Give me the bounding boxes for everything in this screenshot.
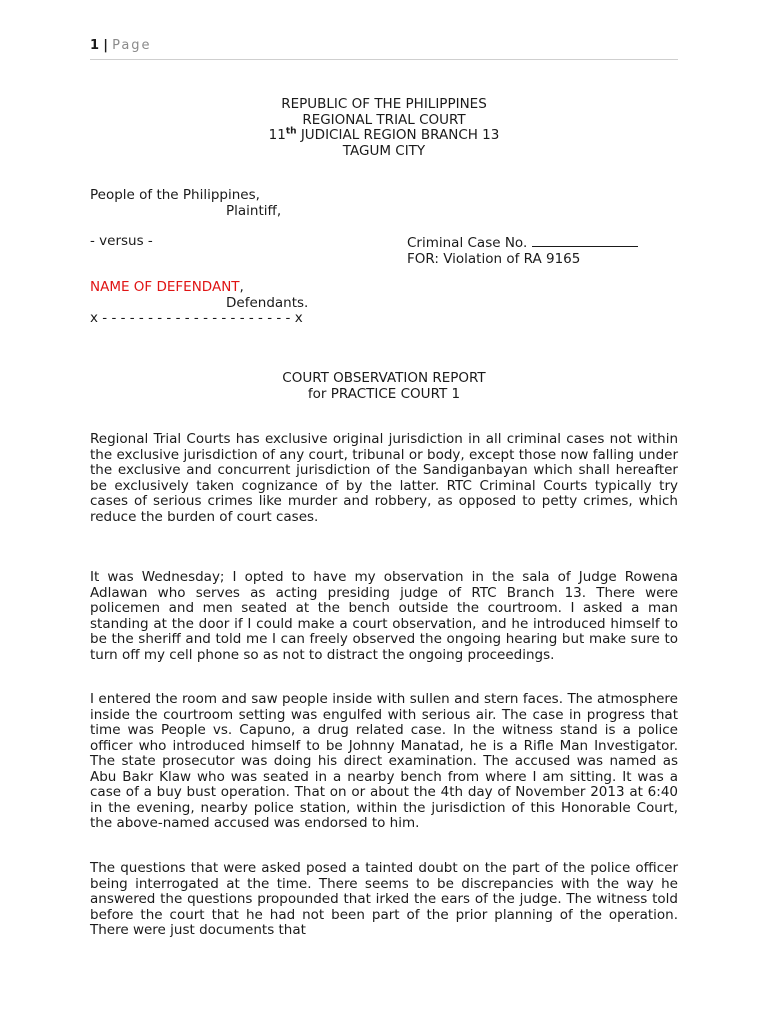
case-info [407, 234, 638, 267]
court-heading [90, 97, 678, 159]
defendant-name: NAME OF DEFENDANT [90, 279, 240, 295]
report-title-block [90, 371, 678, 402]
paragraph-courtroom: I entered the room and saw people inside with sullen and stern faces. The atmosphere inside the courtroom setting was engulfed with serious air. The case in progress that time was People vs. Capuno, a drug related case. In the witness stand is a police officer who introduced himself to be Johnny Manatad, he is a Rifle Man Investigator. The state prosecutor was doing his direct examination. The accused was named as Abu Bakr Klaw who was seated in a nearby bench from where I am sitting. It was a case of a buy bust operation. That on or about the 4th day of November 2013 at 6:40 in the evening, nearby police station, within the jurisdiction of this Honorable Court, the above-named accused was endorsed to him. [90, 691, 678, 831]
case-number-blank [532, 234, 638, 247]
report-subtitle: for PRACTICE COURT 1 [307, 385, 461, 402]
court-line-rtc: REGIONAL TRIAL COURT [302, 111, 466, 128]
versus-text: - versus - [90, 233, 153, 249]
court-line-region [90, 128, 678, 144]
region-number: 11 [268, 127, 286, 143]
paragraph-jurisdiction: Regional Trial Courts has exclusive original jurisdiction in all criminal cases not within the exclusive jurisdiction of any court, tribunal or body, except those now falling under the exclusive and concurrent jurisdiction of the Sandiganbayan which shall hereafter be exclusively taken cognizance of by the latter. RTC Criminal Courts typically try cases of serious crimes like murder and robbery, as opposed to petty crimes, which reduce the burden of court cases. [90, 431, 678, 525]
paragraph-questions: The questions that were asked posed a tainted doubt on the part of the police officer being interrogated at the time. There seems to be discrepancies with the way he answered the questions propounded that irked the ears of the judge. The witness told before the court that he had not been part of the prior planning of the operation. There were just documents that [90, 860, 678, 938]
case-for-line: FOR: Violation of RA 9165 [407, 250, 581, 267]
case-number-line [407, 234, 638, 252]
page-header [90, 38, 678, 60]
region-text: JUDICIAL REGION BRANCH 13 [296, 127, 500, 143]
plaintiff-name: People of the Philippines, [90, 187, 260, 203]
court-line-city: TAGUM CITY [342, 142, 426, 159]
page-word: Page [112, 38, 152, 53]
report-title: COURT OBSERVATION REPORT [282, 370, 486, 386]
defendant-line [90, 280, 308, 296]
defendant-role: Defendants. [226, 294, 309, 311]
page-separator: | [103, 38, 108, 53]
region-ordinal: th [285, 126, 297, 137]
court-line-republic: REPUBLIC OF THE PHILIPPINES [281, 96, 487, 112]
case-number-label: Criminal Case No. [407, 235, 528, 251]
plaintiff-role: Plaintiff, [226, 202, 282, 219]
paragraph-observation: It was Wednesday; I opted to have my observation in the sala of Judge Rowena Adlawan who serves as acting presiding judge of RTC Branch 13. There were policemen and men seated at the bench outside the courtroom. I asked a man standing at the door if I could make a court observation, and he introduced himself to be the sheriff and told me I can freely observed the ongoing hearing but make sure to turn off my cell phone so as not to distract the ongoing proceedings. [90, 569, 678, 663]
plaintiff-block [90, 188, 281, 219]
page-number: 1 [90, 38, 100, 53]
defendant-block [90, 280, 308, 327]
caption-divider: x - - - - - - - - - - - - - - - - - - - - - x [90, 310, 303, 326]
defendant-comma: , [239, 279, 244, 295]
